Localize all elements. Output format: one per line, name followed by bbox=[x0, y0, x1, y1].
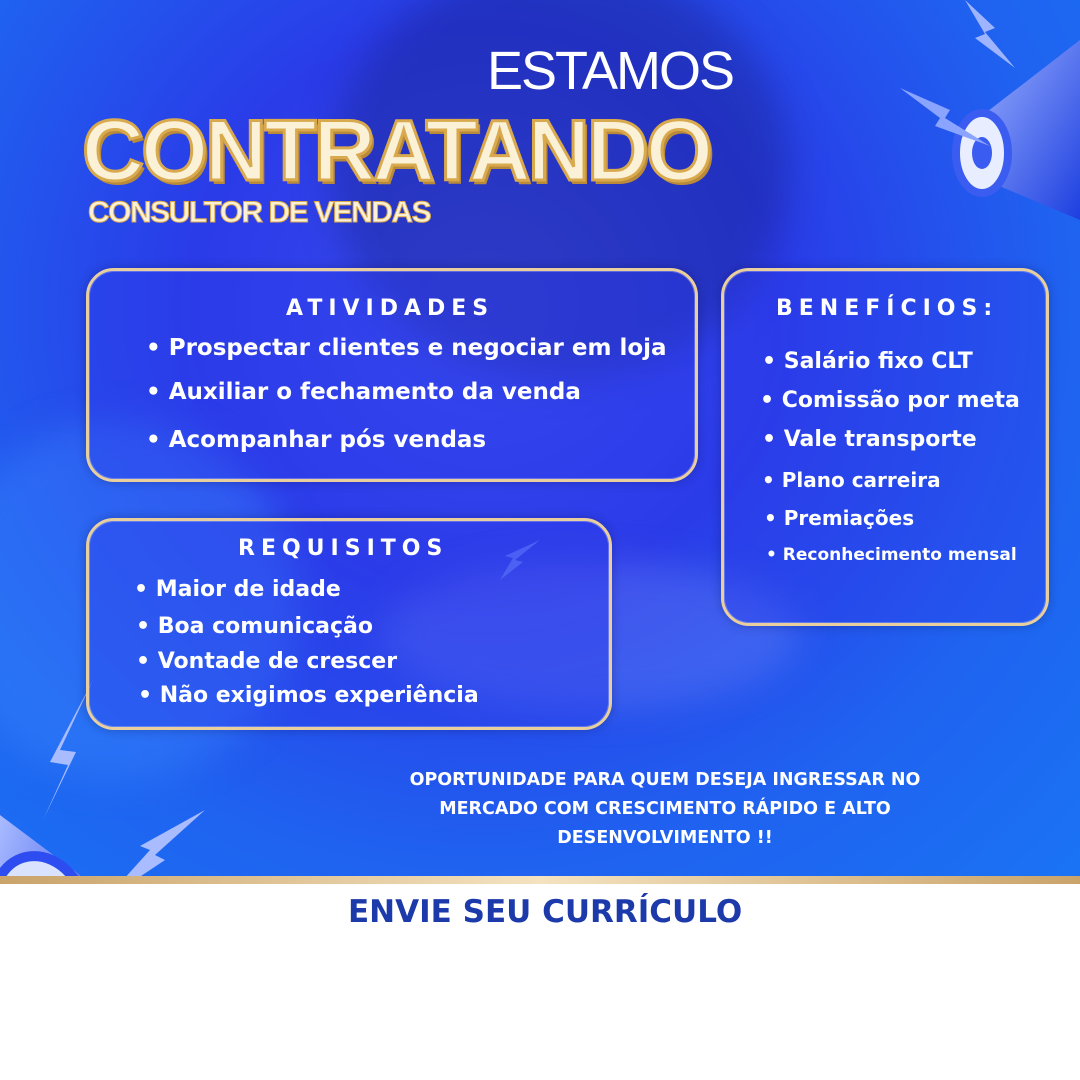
lightning-icon bbox=[900, 88, 990, 148]
requisitos-title: REQUISITOS bbox=[238, 536, 449, 561]
opportunity-line-3: DESENVOLVIMENTO !! bbox=[557, 828, 773, 848]
list-item: • Auxiliar o fechamento da venda bbox=[146, 379, 581, 405]
list-item: • Prospectar clientes e negociar em loja bbox=[146, 335, 667, 361]
lightning-icon bbox=[960, 0, 1020, 70]
send-resume-text: ENVIE SEU CURRÍCULO bbox=[348, 894, 743, 930]
list-item: • Comissão por meta bbox=[760, 388, 1020, 413]
opportunity-line-1: OPORTUNIDADE PARA QUEM DESEJA INGRESSAR NO bbox=[409, 770, 921, 790]
atividades-title: ATIVIDADES bbox=[286, 296, 495, 321]
list-item: • Premiações bbox=[764, 506, 914, 530]
beneficios-title: BENEFÍCIOS: bbox=[776, 296, 999, 321]
list-item: • Boa comunicação bbox=[136, 614, 373, 639]
list-item: • Maior de idade bbox=[134, 577, 341, 602]
list-item: • Vale transporte bbox=[762, 427, 977, 452]
job-title: CONSULTOR DE VENDAS bbox=[88, 196, 431, 229]
list-item: • Plano carreira bbox=[762, 468, 941, 492]
opportunity-text bbox=[360, 766, 970, 853]
opportunity-line-2: MERCADO COM CRESCIMENTO RÁPIDO E ALTO bbox=[439, 799, 891, 819]
headline-contratando: CONTRATANDO bbox=[82, 103, 710, 199]
list-item: • Salário fixo CLT bbox=[762, 349, 973, 374]
list-item: • Vontade de crescer bbox=[136, 649, 397, 674]
list-item: • Reconhecimento mensal bbox=[766, 545, 1017, 565]
divider-line bbox=[0, 876, 1080, 884]
headline-estamos: ESTAMOS bbox=[486, 41, 734, 101]
list-item: • Acompanhar pós vendas bbox=[146, 427, 486, 453]
list-item: • Não exigimos experiência bbox=[138, 683, 479, 708]
